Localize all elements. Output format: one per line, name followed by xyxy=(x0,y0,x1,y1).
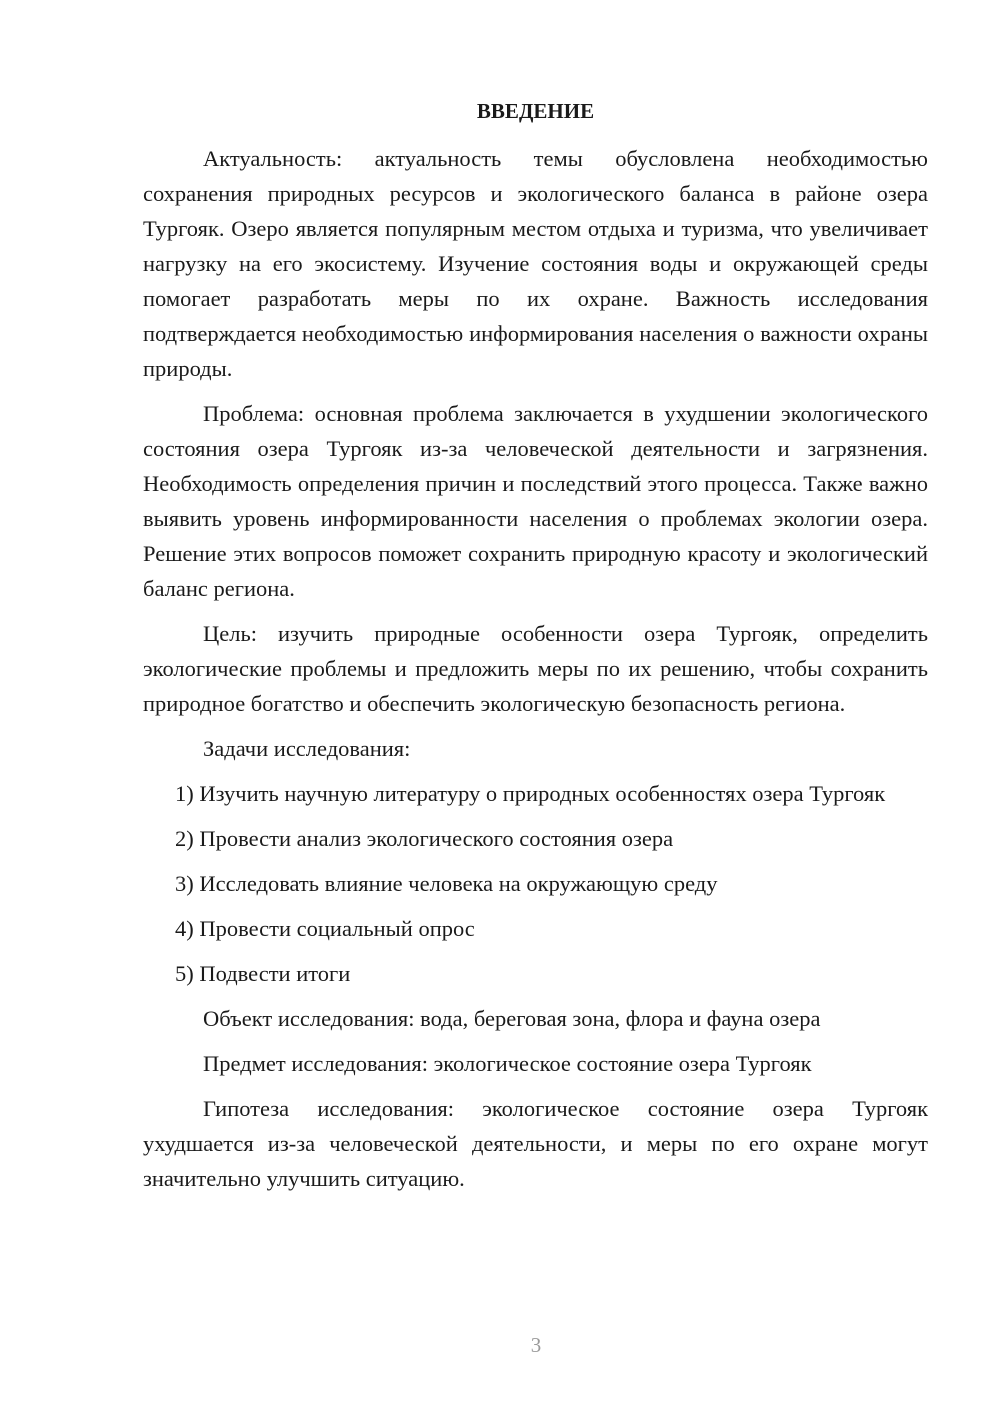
task-item-5: 5) Подвести итоги xyxy=(175,961,351,986)
goal-paragraph: Цель: изучить природные особенности озера Тургояк, определить экологические проблемы и предложить меры по их решению, чтобы сохранить природное богатство и обеспечить экологическую безопасность региона. xyxy=(143,621,928,716)
subject-paragraph: Предмет исследования: экологическое состояние озера Тургояк xyxy=(203,1051,812,1076)
relevance-paragraph: Актуальность: актуальность темы обусловлена необходимостью сохранения природных ресурсов и экологического баланса в районе озера Тургояк. Озеро является популярным местом отдыха и туризма, что увеличивает нагрузку на его экосистему. Изучение состояния воды и окружающей среды помогает разработать меры по их охране. Важность исследования подтверждается необходимостью информирования населения о важности охраны природы. xyxy=(143,146,928,381)
section-title: ВВЕДЕНИЕ xyxy=(476,99,595,123)
task-item-3: 3) Исследовать влияние человека на окружающую среду xyxy=(175,871,718,896)
problem-paragraph: Проблема: основная проблема заключается в ухудшении экологического состояния озера Тургояк из-за человеческой деятельности и загрязнения. Необходимость определения причин и последствий этого процесса. Также важно выявить уровень информированности населения о проблемах экологии озера. Решение этих вопросов поможет сохранить природную красоту и экологический баланс региона. xyxy=(143,401,928,601)
tasks-heading: Задачи исследования: xyxy=(203,736,411,761)
task-item-2: 2) Провести анализ экологического состояния озера xyxy=(175,826,674,851)
document-body xyxy=(143,94,928,1206)
page-number: 3 xyxy=(530,1333,542,1357)
task-item-4: 4) Провести социальный опрос xyxy=(175,916,475,941)
task-item-1: 1) Изучить научную литературу о природных особенностях озера Тургояк xyxy=(175,781,886,806)
object-paragraph: Объект исследования: вода, береговая зона, флора и фауна озера xyxy=(203,1006,821,1031)
hypothesis-paragraph: Гипотеза исследования: экологическое состояние озера Тургояк ухудшается из-за человеческой деятельности, и меры по его охране могут значительно улучшить ситуацию. xyxy=(143,1096,928,1191)
